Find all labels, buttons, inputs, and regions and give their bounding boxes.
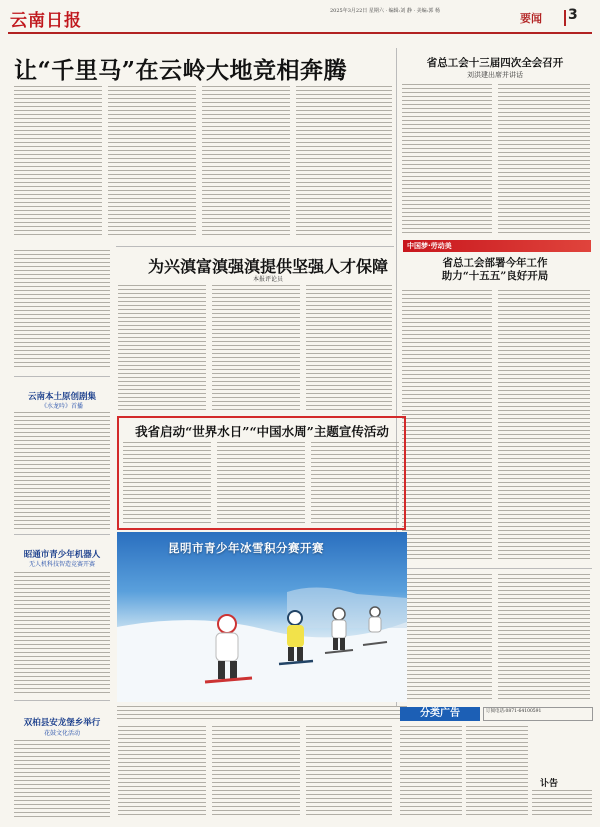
- date-line: 2025年3月22日 星期六 · 编辑:刘 静 · 美编:郭 杨: [330, 8, 440, 14]
- left-article-3-subtitle: 花鼓文化活动: [43, 730, 80, 737]
- left-rule-2: [14, 534, 110, 535]
- bottom-body-col2: [212, 726, 300, 818]
- masthead: [8, 4, 592, 34]
- boxed-body-col3: [311, 442, 399, 526]
- boxed-article-title: 我省启动“世界水日”“中国水周”主题宣传活动: [135, 424, 389, 439]
- left-article-3-body: [14, 740, 110, 818]
- left-rule-3: [14, 700, 110, 701]
- right-mid-body-col1: [402, 290, 492, 560]
- right-mid-headline-line2: 助力“十五五”良好开局: [441, 270, 549, 282]
- ski-scene-illustration: [117, 532, 407, 702]
- lead-body-col2: [108, 86, 196, 236]
- left-article-1-subtitle: 《水龙吟》首播: [40, 403, 83, 410]
- distant-slope: [287, 587, 407, 628]
- classified-ads-label: 分类广告: [400, 707, 480, 721]
- ad-col1: [400, 726, 462, 816]
- bottom-body-col3: [306, 726, 392, 818]
- lead-body-col1: [14, 86, 102, 236]
- obituary-title: 讣告: [540, 779, 559, 789]
- newspaper-logo: 云南日报: [10, 11, 82, 31]
- left-article-2-subtitle: 无人机科技智造竞赛开赛: [28, 561, 95, 568]
- classified-ads-contact: 订阅电话:0871-64100591: [483, 707, 593, 721]
- lead-body-col3: [202, 86, 290, 236]
- left-article-2-title: 昭通市青少年机器人: [23, 550, 101, 560]
- lead-body-col4: [296, 86, 392, 236]
- right-top-headline: 省总工会十三届四次全会召开: [426, 57, 564, 69]
- right-mid-headline: [400, 257, 590, 283]
- photo-caption: [117, 706, 407, 722]
- left-article-3-title: 双柏县安龙堡乡举行: [23, 718, 101, 728]
- talent-body-col3: [306, 285, 392, 410]
- right-top-body-col1: [402, 84, 492, 234]
- left-rule-1: [14, 376, 110, 377]
- right-bottom-body-col2: [498, 574, 590, 702]
- snow-slope: [117, 620, 407, 702]
- ski-photo: [117, 532, 407, 702]
- left-article-1-body: [14, 412, 110, 530]
- talent-byline: 本报评论员: [252, 276, 283, 283]
- right-top-body-col2: [498, 84, 590, 234]
- ad-col2: [466, 726, 528, 816]
- bottom-body-col1: [118, 726, 206, 818]
- right-rule: [400, 568, 592, 569]
- left-top-body: [14, 250, 110, 370]
- right-bottom-body-col1: [402, 574, 492, 702]
- lead-headline: 让“千里马”在云岭大地竞相奔腾: [14, 57, 347, 84]
- section-label: 要闻: [520, 12, 542, 25]
- obituary-body: [532, 790, 592, 818]
- talent-headline: 为兴滇富滇强滇提供坚强人才保障: [147, 257, 388, 276]
- column-tag: 中国梦·劳动美: [403, 240, 591, 252]
- right-mid-body-col2: [498, 290, 590, 560]
- right-top-subhead: 刘洪建出席并讲话: [467, 71, 523, 79]
- boxed-body-col1: [123, 442, 211, 526]
- talent-body-col2: [212, 285, 300, 410]
- left-article-1-title: 云南本土原创剧集: [27, 392, 96, 402]
- boxed-body-col2: [217, 442, 305, 526]
- page-number: 3: [568, 7, 578, 23]
- section-rule: [116, 246, 394, 247]
- photo-title: 昆明市青少年冰雪积分赛开赛: [168, 541, 324, 555]
- talent-body-col1: [118, 285, 206, 410]
- left-article-2-body: [14, 572, 110, 696]
- right-mid-headline-line1: 省总工会部署今年工作: [442, 257, 548, 269]
- section-divider: [564, 10, 566, 26]
- boxed-article: [117, 416, 406, 530]
